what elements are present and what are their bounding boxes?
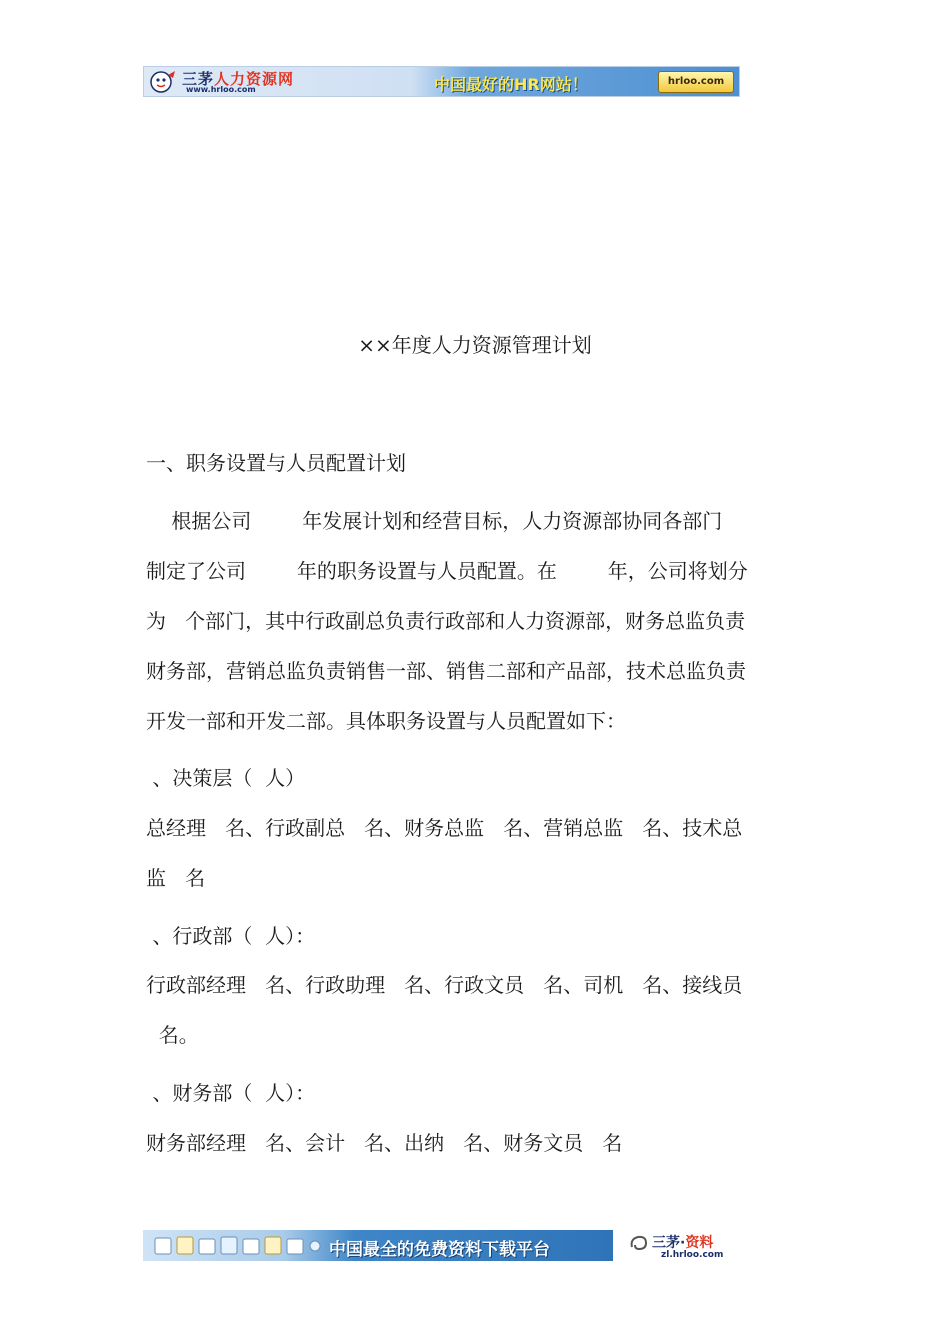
bottom-banner-slogan: 中国最全的免费资料下载平台 <box>329 1240 550 1260</box>
brand-swirl-icon <box>628 1233 650 1255</box>
paragraph-line: 根据公司 年发展计划和经营目标，人力资源部协同各部门 <box>146 509 723 533</box>
paragraph-line: 总经理 名、行政副总 名、财务总监 名、营销总监 名、技术总 <box>146 816 743 840</box>
paragraph-line: 行政部经理 名、行政助理 名、行政文员 名、司机 名、接线员 <box>146 973 743 997</box>
top-ad-banner[interactable] <box>143 66 740 97</box>
brand-url: www.hrloo.com <box>186 85 256 94</box>
bottom-ad-banner[interactable] <box>143 1230 613 1261</box>
subsection-heading: 、财务部（ 人）： <box>146 1081 316 1105</box>
subsection-heading: 、行政部（ 人）： <box>146 924 316 948</box>
document-icons-strip-icon <box>153 1234 323 1257</box>
paragraph-line: 财务部经理 名、会计 名、出纳 名、财务文员 名 <box>146 1131 623 1155</box>
paragraph-line: 为 个部门，其中行政副总负责行政部和人力资源部，财务总监负责 <box>146 609 746 633</box>
paragraph-line: 财务部，营销总监负责销售一部、销售二部和产品部，技术总监负责 <box>146 659 746 683</box>
brand-name: 三茅人力资源网 <box>182 70 295 88</box>
paragraph-line: 开发一部和开发二部。具体职务设置与人员配置如下： <box>146 709 626 733</box>
banner-slogan: 中国最好的HR网站！ <box>434 75 588 94</box>
hrloo-link-button[interactable]: hrloo.com <box>658 71 734 93</box>
bottom-brand-url[interactable]: zl.hrloo.com <box>661 1250 724 1260</box>
subsection-heading: 、决策层（ 人） <box>146 766 306 790</box>
mascot-logo-icon <box>148 69 178 94</box>
document-title: ××年度人力资源管理计划 <box>358 333 592 357</box>
bottom-brand-name[interactable]: 三茅·资料 <box>652 1235 714 1251</box>
section-heading: 一、职务设置与人员配置计划 <box>146 451 406 475</box>
paragraph-line: 名。 <box>146 1023 199 1047</box>
paragraph-line: 制定了公司 年的职务设置与人员配置。在 年，公司将划分 <box>146 559 748 583</box>
paragraph-line: 监 名 <box>146 866 206 890</box>
